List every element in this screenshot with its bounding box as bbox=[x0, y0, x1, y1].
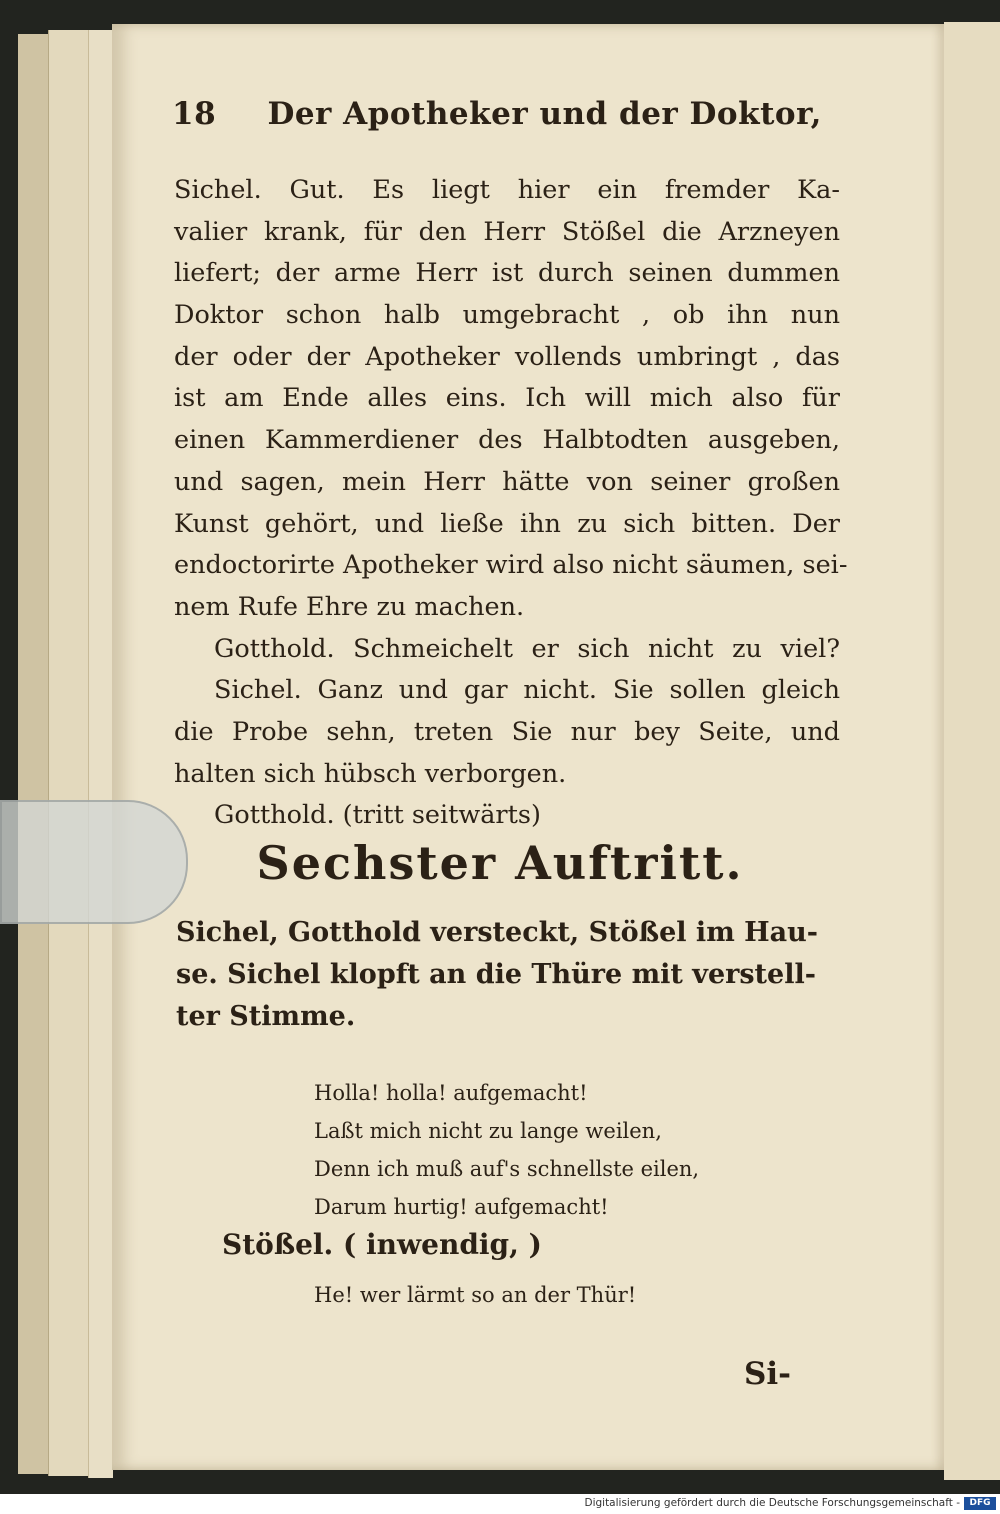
catchword: Si- bbox=[744, 1356, 792, 1392]
text-line: Gotthold. (tritt seitwärts) bbox=[214, 800, 541, 831]
text-line: die Probe sehn, treten Sie nur bey Seite, und bbox=[174, 716, 840, 747]
text-line: endoctorirte Apotheker wird also nicht säumen, sei- bbox=[174, 550, 848, 581]
text-line: Doktor schon halb umgebracht , ob ihn nun bbox=[174, 300, 840, 331]
page-edge bbox=[88, 30, 113, 1478]
text-line: nem Rufe Ehre zu machen. bbox=[174, 591, 525, 622]
verse-line: Holla! holla! aufgemacht! bbox=[314, 1081, 588, 1105]
text-line: Kunst gehört, und ließe ihn zu sich bitten. Der bbox=[174, 508, 840, 539]
digitization-footer bbox=[0, 1494, 1000, 1514]
verse-block bbox=[314, 1074, 699, 1226]
text-line: Sichel. Gut. Es liegt hier ein fremder Ka- bbox=[174, 175, 840, 205]
verse-line: Darum hurtig! aufgemacht! bbox=[314, 1195, 609, 1219]
dfg-logo: DFG bbox=[964, 1497, 996, 1510]
stage-direction bbox=[176, 912, 840, 1038]
funding-credit: Digitalisierung gefördert durch die Deutsche Forschungsgemeinschaft - bbox=[584, 1497, 960, 1509]
page-edge bbox=[18, 34, 48, 1474]
text-line: valier krank, für den Herr Stößel die Arzneyen bbox=[174, 216, 840, 247]
running-header bbox=[172, 96, 822, 132]
speaker-line: Stößel. ( inwendig, ) bbox=[222, 1228, 542, 1261]
text-line: der oder der Apotheker vollends umbringt , das bbox=[174, 341, 840, 372]
verse-line: Laßt mich nicht zu lange weilen, bbox=[314, 1119, 662, 1143]
text-line: Sichel, Gotthold versteckt, Stößel im Hau- bbox=[176, 917, 819, 948]
page-number: 18 bbox=[172, 96, 217, 132]
scene-heading: Sechster Auftritt. bbox=[256, 836, 744, 890]
text-line: halten sich hübsch verborgen. bbox=[174, 758, 567, 789]
text-line: und sagen, mein Herr hätte von seiner großen bbox=[174, 466, 840, 497]
text-line: Sichel. Ganz und gar nicht. Sie sollen gleich bbox=[214, 675, 840, 706]
running-title: Der Apotheker und der Doktor, bbox=[267, 96, 822, 132]
text-line: einen Kammerdiener des Halbtodten ausgeben, bbox=[174, 425, 840, 456]
plastic-page-clip bbox=[0, 800, 188, 924]
text-line: se. Sichel klopft an die Thüre mit verstell- bbox=[176, 959, 816, 990]
dialogue-block bbox=[174, 170, 848, 837]
verse-line: He! wer lärmt so an der Thür! bbox=[314, 1283, 637, 1307]
verse-line: Denn ich muß auf's schnellste eilen, bbox=[314, 1157, 700, 1181]
text-line: ist am Ende alles eins. Ich will mich also für bbox=[174, 383, 840, 414]
verse-block bbox=[314, 1276, 636, 1314]
page-edge bbox=[48, 30, 89, 1476]
text-line: ter Stimme. bbox=[176, 1001, 356, 1032]
facing-page-edge bbox=[944, 22, 1000, 1480]
text-line: liefert; der arme Herr ist durch seinen dummen bbox=[174, 258, 840, 289]
text-line: Gotthold. Schmeichelt er sich nicht zu viel? bbox=[214, 633, 840, 664]
